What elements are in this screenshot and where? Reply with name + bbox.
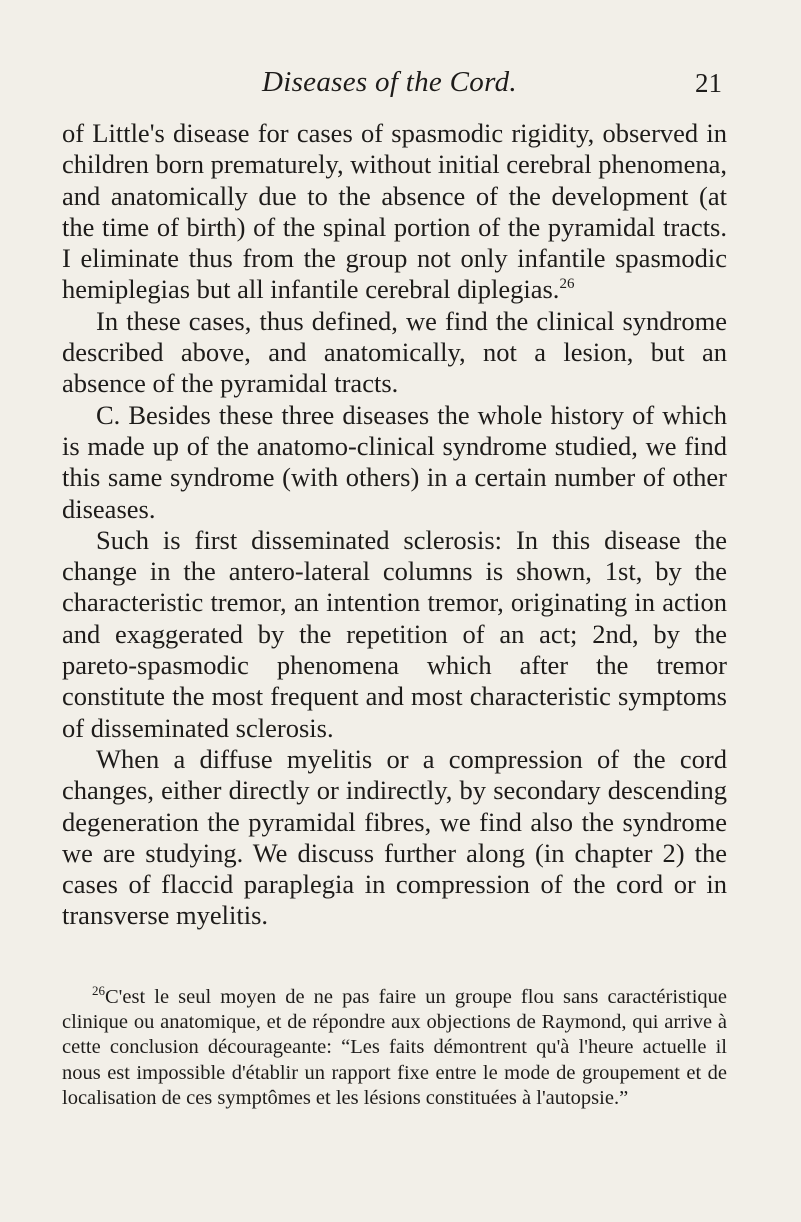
paragraph-2: In these cases, thus defined, we find the clinical syndrome described above, and anatomically, not a lesion, but an absence of the pyramidal tracts. [62,305,727,399]
body-text [62,118,727,932]
paragraph-5: When a diffuse myelitis or a compression of the cord changes, either directly or indirectly, by secondary descending degeneration the pyramidal fibres, we find also the syndrome we are studying. We discuss further along (in chapter 2) the cases of flaccid paraplegia in compression of the cord or in transverse myelitis. [62,743,727,931]
footnote-reference: 26 [559,276,575,293]
running-head [62,66,722,106]
page-number: 21 [695,68,722,98]
paragraph-1 [62,118,727,306]
paragraph-4: Such is first disseminated sclerosis: In this disease the change in the antero-lateral columns is shown, 1st, by the characteristic tremor, an intention tremor, originating in action and exaggerated by the repetition of an act; 2nd, by the pareto-spasmodic phenomena which after the tremor constitute the most frequent and most characteristic symptoms of disseminated sclerosis. [62,524,727,743]
paragraph-1-text: of Little's disease for cases of spasmodic rigidity, observed in children born prematurely, without initial cerebral phenomena, and anatomically due to the absence of the development (at the time of birth) of the spinal portion of the pyramidal tracts. I eliminate thus from the group not only infantile spasmodic hemiplegias but all infantile cerebral diplegias. [62,118,727,305]
paragraph-3: C. Besides these three diseases the whole history of which is made up of the anatomo-clinical syndrome studied, we find this same syndrome (with others) in a certain number of other diseases. [62,399,727,524]
footnote-text: C'est le seul moyen de ne pas faire un groupe flou sans caractéristique clinique ou anatomique, et de répondre aux objections de Raymond, qui arrive à cette conclusion décourageante: “Les faits démontrent qu'à l'heure actuelle il nous est impossible d'établir un rapport fixe entre le mode de groupement et de localisation de ces symptômes et les lésions constituées à l'autopsie.” [62,986,727,1109]
footnote-marker: 26 [92,983,105,999]
footnote [62,985,727,1111]
running-title: Diseases of the Cord. [262,66,517,98]
